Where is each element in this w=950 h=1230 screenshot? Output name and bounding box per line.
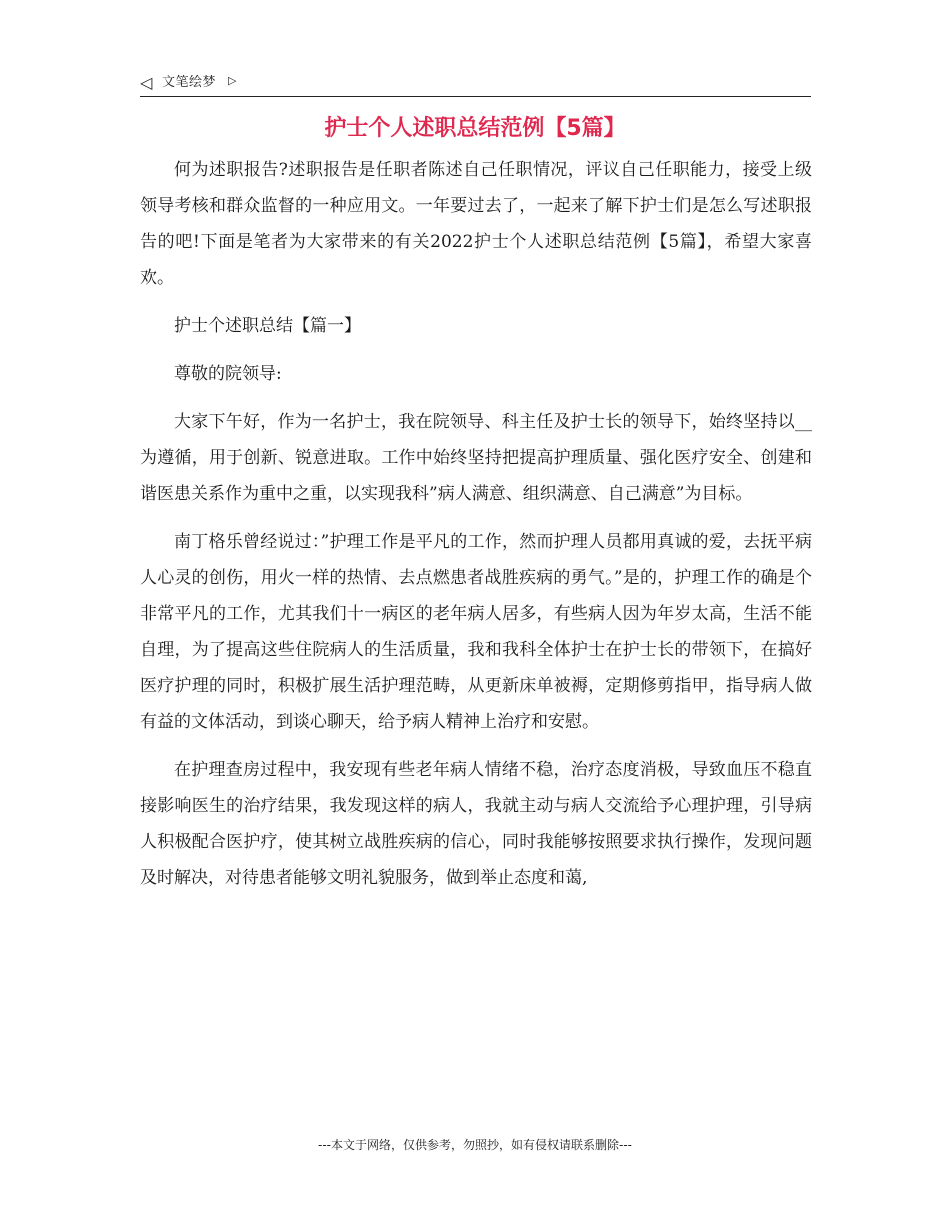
brand-name: 文笔绘梦	[162, 75, 217, 90]
body-paragraph: 大家下午好，作为一名护士，我在院领导、科主任及护士长的领导下，始终坚持以__为遵循，用于创新、锐意进取。工作中始终坚持把提高护理质量、强化医疗安全、创建和谐医患关系作为重中之重，以实现我科”病人满意、组织满意、自己满意”为目标。	[140, 412, 812, 504]
right-arrow-icon: ▷	[228, 74, 237, 87]
section-heading: 护士个述职总结【篇一】	[174, 316, 361, 336]
intro-paragraph: 何为述职报告?述职报告是任职者陈述自己任职情况，评议自己任职能力，接受上级领导考核和群众监督的一种应用文。一年要过去了，一起来了解下护士们是怎么写述职报告的吧!下面是笔者为大家带来的有关2022护士个人述职总结范例【5篇】，希望大家喜欢。	[140, 160, 812, 288]
salutation: 尊敬的院领导:	[174, 364, 282, 384]
page-header	[140, 72, 810, 96]
body-paragraph: 在护理查房过程中，我安现有些老年病人情绪不稳，治疗态度消极，导致血压不稳直接影响医生的治疗结果，我发现这样的病人，我就主动与病人交流给予心理护理，引导病人积极配合医护疗，使其树立战胜疾病的信心，同时我能够按照要求执行操作，发现问题及时解决，对待患者能够文明礼貌服务，做到举止态度和蔼,	[140, 760, 812, 888]
left-arrow-icon: ◁	[140, 73, 153, 92]
header-divider	[140, 96, 811, 97]
footer-disclaimer: ---本文于网络，仅供参考，勿照抄，如有侵权请联系删除---	[318, 1138, 632, 1152]
document-title: 护士个人述职总结范例【5篇】	[324, 116, 626, 141]
document-body	[140, 152, 812, 896]
body-paragraph: 南丁格乐曾经说过：”护理工作是平凡的工作，然而护理人员都用真诚的爱，去抚平病人心灵的创伤，用火一样的热情、去点燃患者战胜疾病的勇气。”是的，护理工作的确是个非常平凡的工作，尤其我们十一病区的老年病人居多，有些病人因为年岁太高，生活不能自理，为了提高这些住院病人的生活质量，我和我科全体护士在护士长的带领下，在搞好医疗护理的同时，积极扩展生活护理范畴，从更新床单被褥，定期修剪指甲，指导病人做有益的文体活动，到谈心聊天，给予病人精神上治疗和安慰。	[140, 532, 812, 732]
